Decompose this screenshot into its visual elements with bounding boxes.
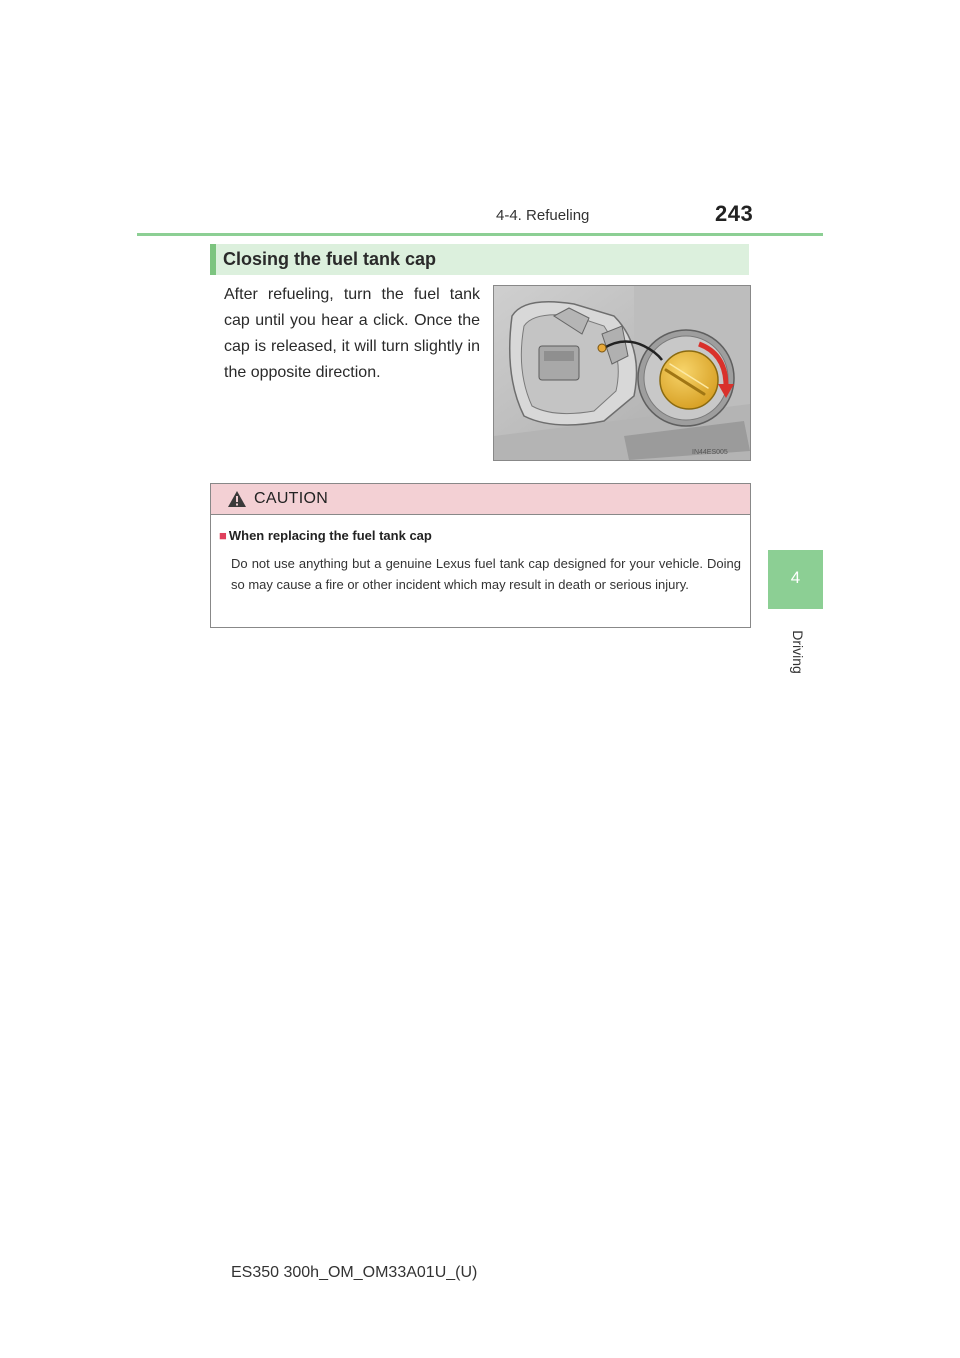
caution-item-heading bbox=[219, 528, 432, 543]
footer-doc-code: ES350 300h_OM_OM33A01U_(U) bbox=[231, 1264, 478, 1281]
section-heading bbox=[210, 244, 749, 275]
caution-title: CAUTION bbox=[254, 490, 329, 507]
page-number: 243 bbox=[715, 201, 754, 226]
section-body-text: After refueling, turn the fuel tank cap until you hear a click. Once the cap is released, it will turn slightly in the opposite direction. bbox=[224, 286, 480, 381]
header-rule bbox=[137, 233, 823, 236]
warning-triangle-icon bbox=[227, 490, 247, 508]
section-heading-bar bbox=[210, 244, 216, 275]
chapter-label bbox=[783, 622, 813, 682]
running-header-section: 4-4. Refueling bbox=[496, 207, 590, 224]
bullet-square-icon: ■ bbox=[219, 528, 227, 543]
fuel-cap-drawing bbox=[494, 286, 750, 460]
caution-header bbox=[211, 484, 750, 515]
caution-item-text: Do not use anything but a genuine Lexus fuel tank cap designed for your vehicle. Doing so may cause a fire or other incident which may result in death or serious injury. bbox=[231, 556, 741, 592]
chapter-tab[interactable] bbox=[768, 550, 823, 609]
caution-box bbox=[210, 483, 751, 628]
fuel-cap-illustration bbox=[493, 285, 751, 461]
chapter-number: 4 bbox=[790, 568, 801, 587]
chapter-label-text: Driving bbox=[790, 630, 806, 674]
figure-code: IN44ES005 bbox=[692, 449, 728, 456]
section-title: Closing the fuel tank cap bbox=[223, 249, 437, 269]
caution-item-heading-text: When replacing the fuel tank cap bbox=[228, 528, 432, 543]
